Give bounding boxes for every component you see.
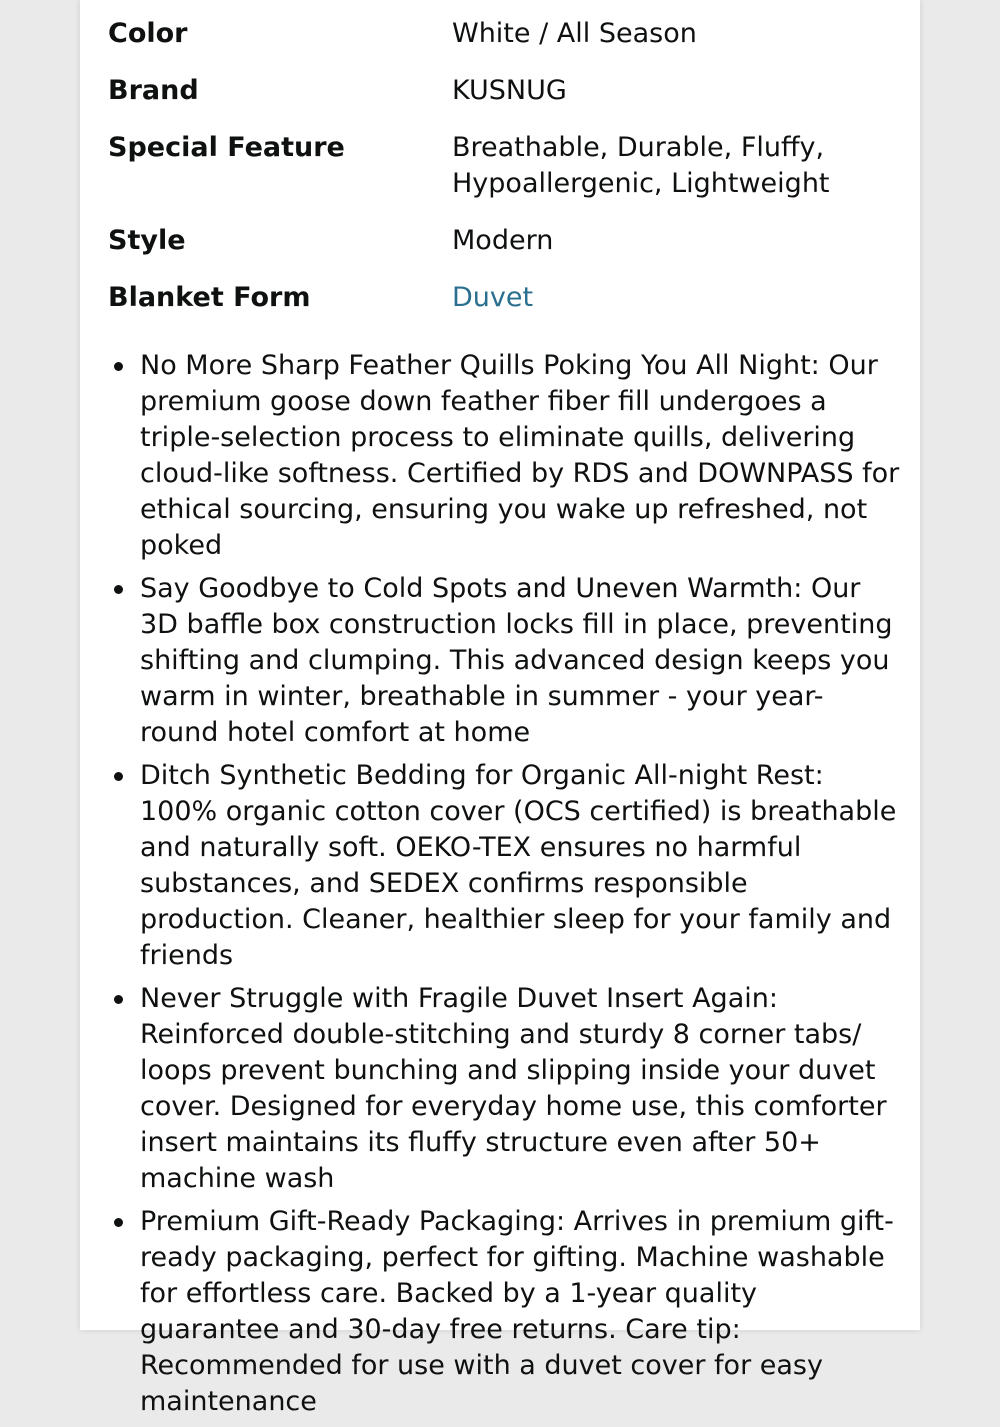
spec-value: Modern xyxy=(452,225,554,256)
bullet-dot-icon xyxy=(114,1218,123,1227)
spec-row-brand xyxy=(108,73,908,109)
bullet-dot-icon xyxy=(114,772,123,781)
bullet-text: Premium Gift-Ready Packaging: Arrives in premium gift-ready packaging, perfect for gifting. Machine washable for effortless care. Backed by a 1-year quality guarantee and 30-day free returns. Care tip: Recommended for use with a duvet cover for easy maintenance xyxy=(140,1206,894,1417)
bullet-text: Never Struggle with Fragile Duvet Insert Again: Reinforced double-stitching and sturdy 8 corner tabs/ loops prevent bunching and slipping inside your duvet cover. Designed for everyday home use, this comforter insert maintains its fluffy structure even after 50+ machine wash xyxy=(140,983,887,1194)
bullet-text: Say Goodbye to Cold Spots and Uneven Warmth: Our 3D baffle box construction locks fill in place, preventing shifting and clumping. This advanced design keeps you warm in winter, breathable in summer - your year-round hotel comfort at home xyxy=(140,573,893,748)
bullet-text: No More Sharp Feather Quills Poking You All Night: Our premium goose down feather fiber fill undergoes a triple-selection process to eliminate quills, delivering cloud-like softness. Certified by RDS and DOWNPASS for ethical sourcing, ensuring you wake up refreshed, not poked xyxy=(140,350,900,561)
spec-value: White / All Season xyxy=(452,18,697,49)
feature-bullet-list xyxy=(110,348,900,1427)
spec-row-special-feature xyxy=(108,130,908,202)
product-details-panel xyxy=(80,0,920,1417)
spec-label: Brand xyxy=(108,75,199,106)
bullet-dot-icon xyxy=(114,362,123,371)
product-specs-table xyxy=(108,16,908,337)
spec-label: Special Feature xyxy=(108,132,345,163)
blanket-form-link[interactable]: Duvet xyxy=(452,282,534,313)
spec-value: Breathable, Durable, Fluffy, Hypoallergenic, Lightweight xyxy=(452,132,830,199)
spec-label: Blanket Form xyxy=(108,282,311,313)
spec-label: Style xyxy=(108,225,186,256)
spec-value: KUSNUG xyxy=(452,75,567,106)
list-item xyxy=(110,348,900,564)
spec-row-blanket-form xyxy=(108,280,908,316)
list-item xyxy=(110,1204,900,1420)
spec-row-color xyxy=(108,16,908,52)
spec-label: Color xyxy=(108,18,188,49)
bullet-text: Ditch Synthetic Bedding for Organic All-night Rest: 100% organic cotton cover (OCS certified) is breathable and naturally soft. OEKO-TEX ensures no harmful substances, and SEDEX confirms responsible production. Cleaner, healthier sleep for your family and friends xyxy=(140,760,897,971)
list-item xyxy=(110,571,900,751)
bullet-dot-icon xyxy=(114,585,123,594)
bullet-dot-icon xyxy=(114,995,123,1004)
list-item xyxy=(110,981,900,1197)
spec-row-style xyxy=(108,223,908,259)
list-item xyxy=(110,758,900,974)
